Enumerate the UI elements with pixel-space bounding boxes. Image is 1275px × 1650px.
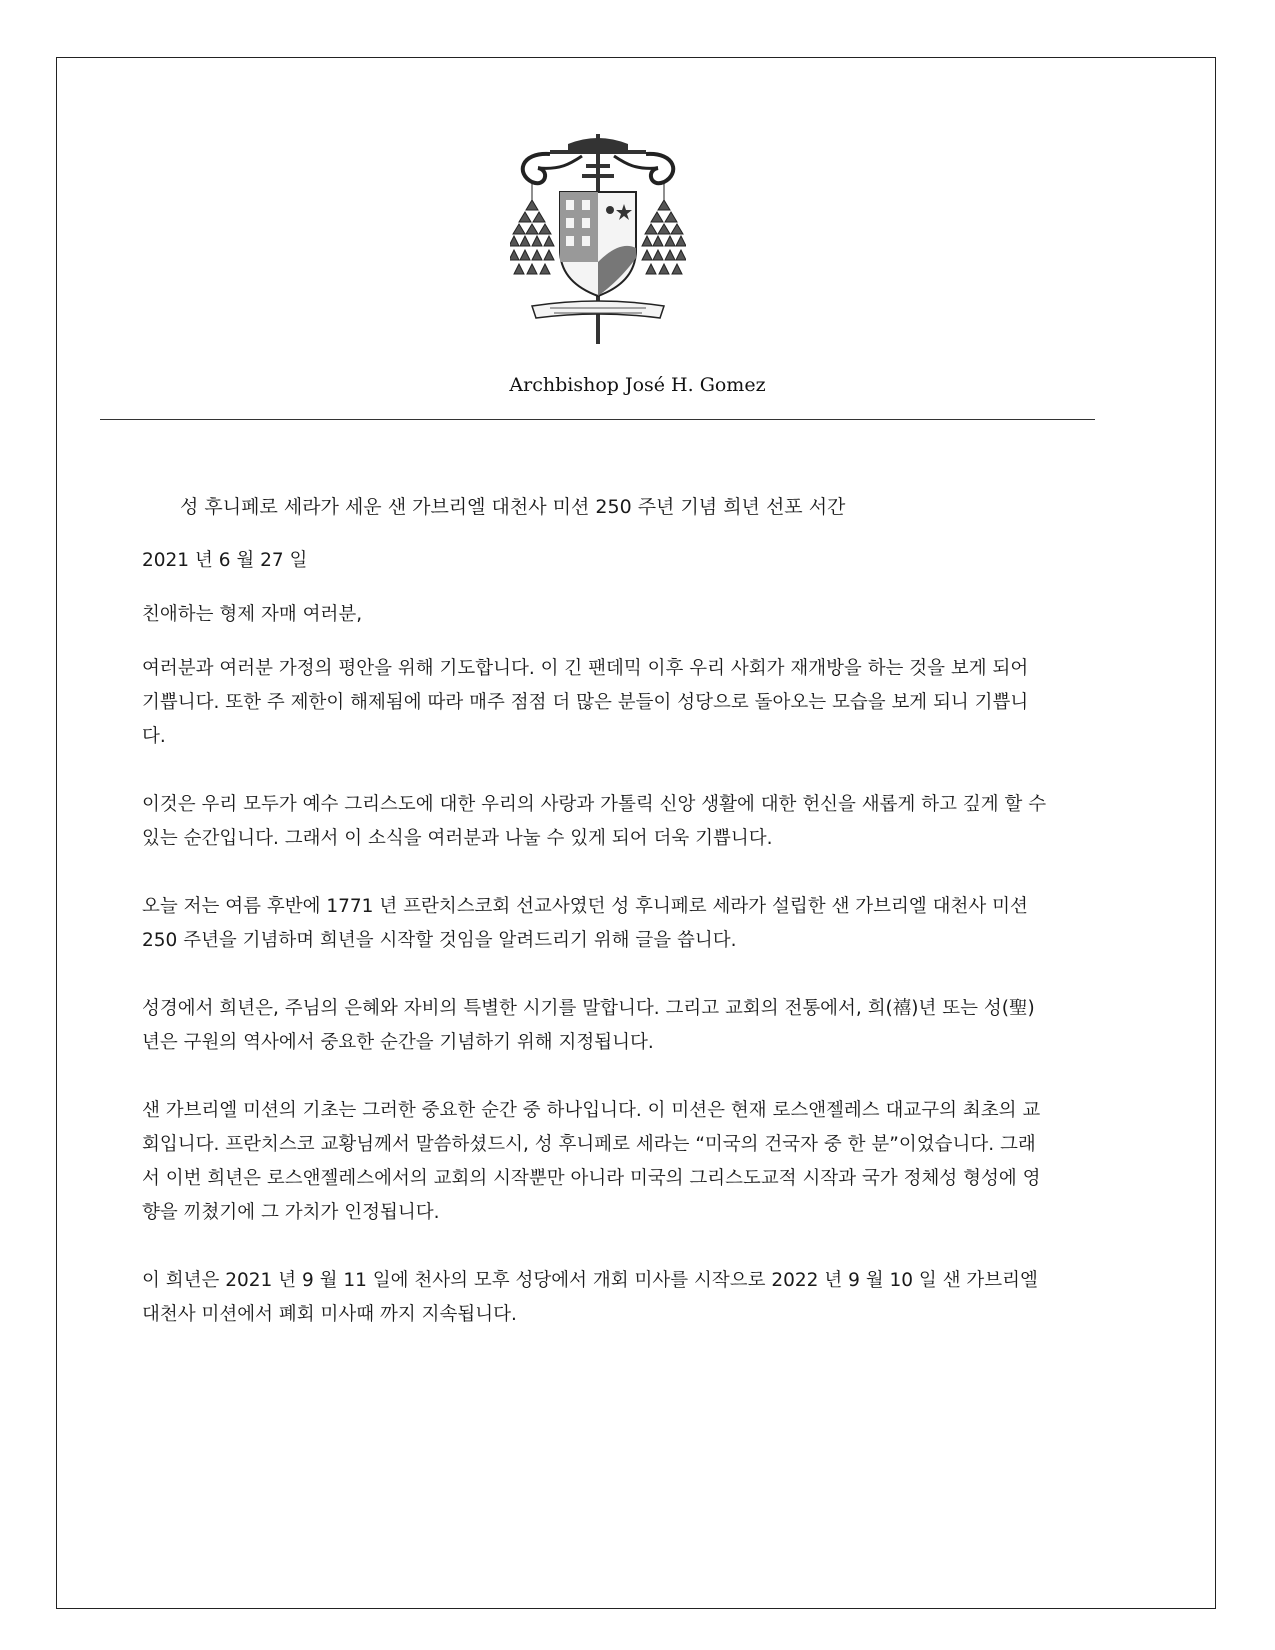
paragraph-5: 샌 가브리엘 미션의 기초는 그러한 중요한 순간 중 하나입니다. 이 미션은 현재 로스앤젤레스 대교구의 최초의 교회입니다. 프란치스코 교황님께서 말씀하셨드시, 성 후니페로 세라는 “미국의 건국자 중 한 분”이었습니다. 그래서 이번 희년은 로스앤젤레스에서의 교회의 시작뿐만 아니라 미국의 그리스도교적 시작과 국가 정체성 형성에 영향을 끼쳤기에 그 가치가 인정됩니다. [142,1100,1041,1223]
letter-date: 2021 년 6 월 27 일 [142,550,308,571]
letter-title: 성 후니페로 세라가 세운 샌 가브리엘 대천사 미션 250 주년 기념 희년 선포 서간 [180,496,846,518]
header-divider [100,419,1095,420]
salutation: 친애하는 형제 자매 여러분, [142,604,363,625]
paragraph-2: 이것은 우리 모두가 예수 그리스도에 대한 우리의 사랑과 가톨릭 신앙 생활에 대한 헌신을 새롭게 하고 깊게 할 수 있는 순간입니다. 그래서 이 소식을 여러분과 나눌 수 있게 되어 더욱 기쁩니다. [142,794,1047,849]
letter-body [142,490,1047,1366]
paragraph-3: 오늘 저는 여름 후반에 1771 년 프란치스코회 선교사였던 성 후니페로 세라가 설립한 샌 가브리엘 대천사 미션 250 주년을 기념하며 희년을 시작할 것임을 알려드리기 위해 글을 씁니다. [142,896,1028,951]
paragraph-4: 성경에서 희년은, 주님의 은혜와 자비의 특별한 시기를 말합니다. 그리고 교회의 전통에서, 희(禧)년 또는 성(聖)년은 구원의 역사에서 중요한 순간을 기념하기 위해 지정됩니다. [142,998,1035,1053]
coat-of-arms-icon [510,130,686,352]
paragraph-6: 이 희년은 2021 년 9 월 11 일에 천사의 모후 성당에서 개회 미사를 시작으로 2022 년 9 월 10 일 샌 가브리엘 대천사 미션에서 폐회 미사때 까지 지속됩니다. [142,1270,1038,1325]
paragraph-1: 여러분과 여러분 가정의 평안을 위해 기도합니다. 이 긴 팬데믹 이후 우리 사회가 재개방을 하는 것을 보게 되어 기쁩니다. 또한 주 제한이 해제됨에 따라 매주 점점 더 많은 분들이 성당으로 돌아오는 모습을 보게 되니 기쁩니다. [142,658,1029,747]
author-name: Archbishop José H. Gomez [509,374,766,396]
